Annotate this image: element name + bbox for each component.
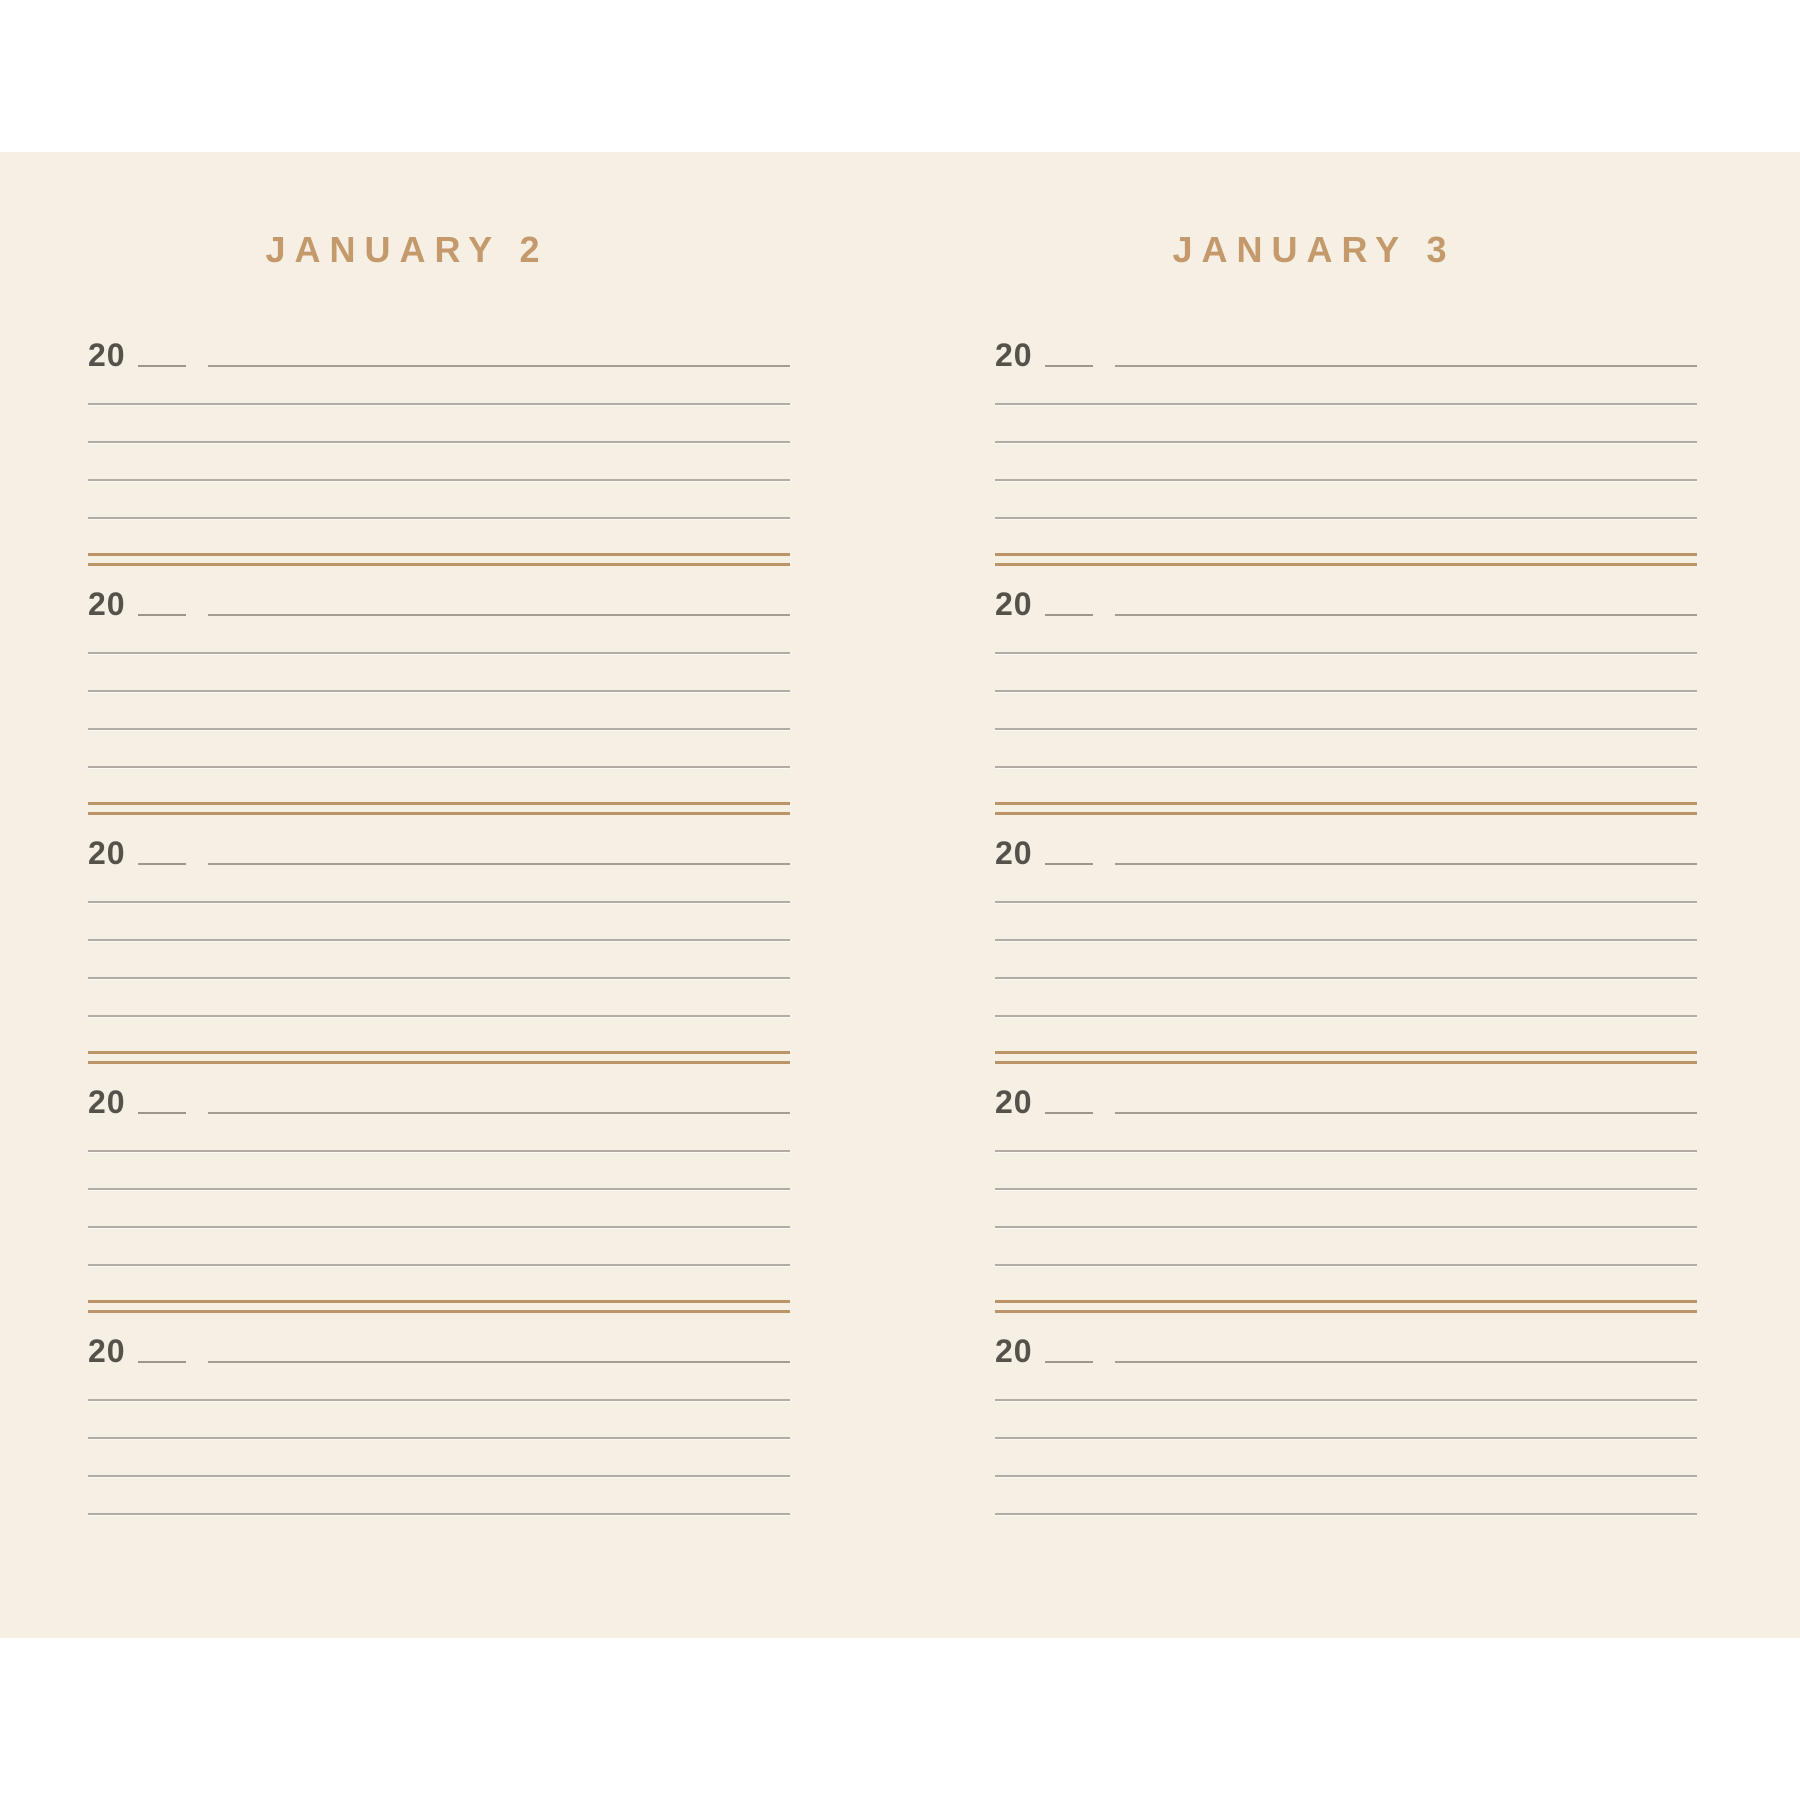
entry-section — [995, 1079, 1697, 1328]
year-blank-line — [138, 365, 186, 367]
ruled-line — [995, 443, 1697, 481]
page-january-3 — [995, 152, 1697, 1638]
gold-divider — [995, 802, 1697, 815]
entry-first-line — [1115, 1361, 1697, 1363]
entry-section — [995, 581, 1697, 830]
ruled-line — [88, 730, 790, 768]
page-title: JANUARY 3 — [1172, 229, 1456, 270]
year-label: 20 — [995, 337, 1033, 373]
ruled-line — [88, 692, 790, 730]
page-january-2 — [88, 152, 790, 1638]
entry-year-row — [88, 830, 790, 871]
year-label: 20 — [995, 1333, 1033, 1369]
year-blank-line — [138, 863, 186, 865]
ruled-line — [995, 367, 1697, 405]
entry-first-line — [208, 365, 790, 367]
year-blank-line — [1045, 863, 1093, 865]
entry-sections — [995, 332, 1697, 1577]
entry-first-line — [1115, 614, 1697, 616]
page-title: JANUARY 2 — [265, 229, 549, 270]
gold-divider — [995, 553, 1697, 566]
entry-year-row — [88, 332, 790, 373]
year-label: 20 — [995, 835, 1033, 871]
year-label: 20 — [88, 835, 126, 871]
ruled-line — [995, 1363, 1697, 1401]
ruled-line — [88, 654, 790, 692]
ruled-line — [995, 1190, 1697, 1228]
entry-year-row — [995, 332, 1697, 373]
entry-year-row — [995, 830, 1697, 871]
year-blank-line — [138, 1112, 186, 1114]
entry-section — [88, 1328, 790, 1577]
ruled-line — [995, 692, 1697, 730]
entry-year-row — [88, 1079, 790, 1120]
entry-first-line — [1115, 1112, 1697, 1114]
ruled-line — [88, 1477, 790, 1515]
gold-divider — [995, 1051, 1697, 1064]
entry-first-line — [208, 614, 790, 616]
entry-section — [88, 830, 790, 1079]
ruled-line — [88, 903, 790, 941]
entry-first-line — [208, 863, 790, 865]
ruled-line — [995, 1401, 1697, 1439]
entry-first-line — [1115, 863, 1697, 865]
ruled-line — [88, 1228, 790, 1266]
ruled-line — [88, 865, 790, 903]
entry-section — [995, 332, 1697, 581]
year-blank-line — [1045, 365, 1093, 367]
year-label: 20 — [995, 1084, 1033, 1120]
entry-section — [88, 1079, 790, 1328]
ruled-line — [88, 979, 790, 1017]
gold-divider — [88, 802, 790, 815]
year-label: 20 — [995, 586, 1033, 622]
ruled-line — [88, 1439, 790, 1477]
ruled-line — [88, 481, 790, 519]
ruled-line — [88, 367, 790, 405]
entry-year-row — [88, 581, 790, 622]
ruled-line — [995, 865, 1697, 903]
ruled-line — [995, 616, 1697, 654]
ruled-line — [88, 1114, 790, 1152]
ruled-line — [88, 1401, 790, 1439]
entry-year-row — [995, 1079, 1697, 1120]
year-label: 20 — [88, 337, 126, 373]
ruled-line — [995, 941, 1697, 979]
ruled-line — [995, 730, 1697, 768]
ruled-line — [88, 405, 790, 443]
ruled-line — [88, 1190, 790, 1228]
ruled-line — [88, 1152, 790, 1190]
ruled-line — [995, 1439, 1697, 1477]
year-blank-line — [1045, 1112, 1093, 1114]
year-blank-line — [138, 1361, 186, 1363]
entry-section — [88, 581, 790, 830]
entry-section — [88, 332, 790, 581]
entry-first-line — [208, 1112, 790, 1114]
entry-year-row — [88, 1328, 790, 1369]
ruled-line — [88, 1363, 790, 1401]
ruled-line — [88, 616, 790, 654]
gold-divider — [995, 1300, 1697, 1313]
year-label: 20 — [88, 586, 126, 622]
ruled-line — [88, 443, 790, 481]
year-blank-line — [1045, 614, 1093, 616]
ruled-line — [88, 941, 790, 979]
entry-year-row — [995, 1328, 1697, 1369]
ruled-line — [995, 654, 1697, 692]
entry-section — [995, 830, 1697, 1079]
year-label: 20 — [88, 1333, 126, 1369]
ruled-line — [995, 903, 1697, 941]
year-label: 20 — [88, 1084, 126, 1120]
entry-section — [995, 1328, 1697, 1577]
ruled-line — [995, 481, 1697, 519]
entry-first-line — [1115, 365, 1697, 367]
entry-year-row — [995, 581, 1697, 622]
gold-divider — [88, 1300, 790, 1313]
gold-divider — [88, 1051, 790, 1064]
ruled-line — [995, 1114, 1697, 1152]
ruled-line — [995, 1152, 1697, 1190]
entry-sections — [88, 332, 790, 1577]
year-blank-line — [138, 614, 186, 616]
ruled-line — [995, 979, 1697, 1017]
entry-first-line — [208, 1361, 790, 1363]
ruled-line — [995, 405, 1697, 443]
gold-divider — [88, 553, 790, 566]
ruled-line — [995, 1228, 1697, 1266]
year-blank-line — [1045, 1361, 1093, 1363]
ruled-line — [995, 1477, 1697, 1515]
